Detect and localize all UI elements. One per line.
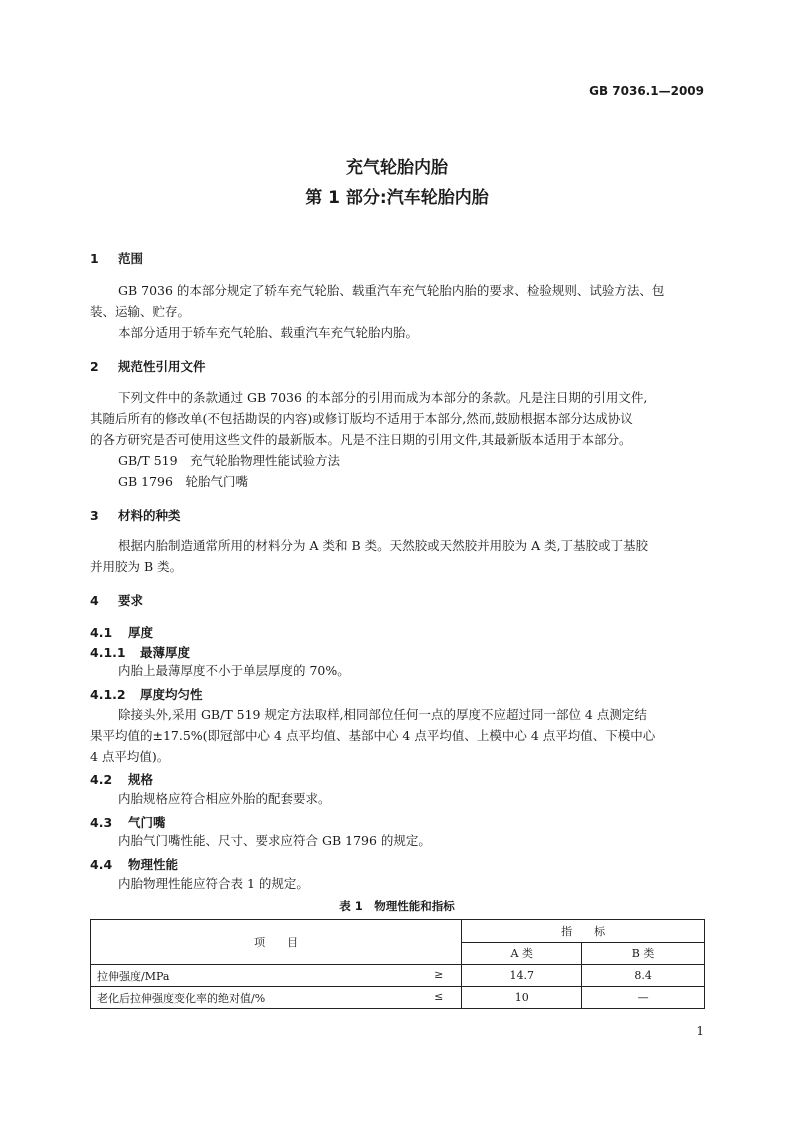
section-3-heading — [90, 506, 181, 524]
paragraph-line: 其随后所有的修改单(不包括勘误的内容)或修订版均不适用于本部分,然而,鼓励根据本部分达成协议 — [90, 411, 633, 426]
header-class-a: A 类 — [462, 942, 582, 965]
header-index: 指 标 — [462, 920, 705, 943]
table-cell-item — [91, 965, 462, 987]
section-number: 4.1.1 — [90, 645, 126, 660]
paragraph-line: 装、运输、贮存。 — [90, 304, 191, 319]
table-row — [91, 965, 705, 987]
section-title: 材料的种类 — [118, 508, 181, 523]
section-number: 4.2 — [90, 772, 113, 787]
paragraph-line: 除接头外,采用 GB/T 519 规定方法取样,相同部位任何一点的厚度不应超过同一部位 4 点测定结 — [118, 707, 647, 722]
table-cell-item — [91, 987, 462, 1009]
subsection-4-1-heading — [90, 623, 153, 641]
paragraph-line: 下列文件中的条款通过 GB 7036 的本部分的引用而成为本部分的条款。凡是注日期的引用文件, — [118, 390, 648, 405]
section-title: 最薄厚度 — [140, 645, 191, 660]
properties-table — [90, 919, 705, 1009]
subsection-4-1-1-heading — [90, 643, 190, 661]
reference-item: GB 1796 轮胎气门嘴 — [118, 474, 248, 489]
section-title: 规范性引用文件 — [118, 359, 206, 374]
subsection-4-4-heading — [90, 855, 178, 873]
paragraph-line: 根据内胎制造通常所用的材料分为 A 类和 B 类。天然胶或天然胶并用胶为 A 类,丁基胶或丁基胶 — [118, 538, 649, 553]
header-item: 项 目 — [91, 920, 462, 965]
section-number: 4.4 — [90, 857, 113, 872]
section-number: 2 — [90, 359, 99, 374]
page-number: 1 — [696, 1024, 704, 1038]
item-label: 拉伸强度/MPa — [97, 969, 170, 983]
subsection-4-1-2-heading — [90, 685, 203, 703]
document-title: 充气轮胎内胎 — [346, 158, 448, 178]
section-title: 规格 — [128, 772, 154, 787]
paragraph-line: 4 点平均值)。 — [90, 749, 170, 764]
header-class-b: B 类 — [582, 942, 705, 965]
section-number: 1 — [90, 251, 99, 266]
document-subtitle: 第 1 部分:汽车轮胎内胎 — [305, 188, 489, 208]
paragraph-line: 内胎上最薄厚度不小于单层厚度的 70%。 — [118, 663, 350, 678]
standard-number: GB 7036.1—2009 — [589, 84, 704, 98]
section-title: 物理性能 — [128, 857, 179, 872]
table-cell-a: 14.7 — [462, 965, 582, 987]
comparison-symbol: ≤ — [434, 989, 444, 1003]
comparison-symbol: ≥ — [434, 967, 444, 981]
table-cell-b: 8.4 — [582, 965, 705, 987]
table-row — [91, 987, 705, 1009]
section-number: 4.1 — [90, 625, 113, 640]
section-title: 气门嘴 — [128, 815, 166, 830]
paragraph-line: 果平均值的±17.5%(即冠部中心 4 点平均值、基部中心 4 点平均值、上模中心 4 点平均值、下模中心 — [90, 728, 656, 743]
section-number: 4.3 — [90, 815, 113, 830]
section-title: 厚度均匀性 — [140, 687, 203, 702]
paragraph-line: 内胎物理性能应符合表 1 的规定。 — [118, 876, 309, 891]
section-title: 厚度 — [128, 625, 154, 640]
section-number: 3 — [90, 508, 99, 523]
table-cell-b: — — [582, 987, 705, 1009]
item-label: 老化后拉伸强度变化率的绝对值/% — [97, 991, 266, 1005]
reference-item: GB/T 519 充气轮胎物理性能试验方法 — [118, 453, 341, 468]
section-4-heading — [90, 591, 143, 609]
paragraph-line: 的各方研究是否可使用这些文件的最新版本。凡是不注日期的引用文件,其最新版本适用于本部分。 — [90, 432, 632, 447]
section-number: 4.1.2 — [90, 687, 126, 702]
subsection-4-3-heading — [90, 813, 166, 831]
section-2-heading — [90, 357, 206, 375]
section-1-heading — [90, 249, 143, 267]
section-number: 4 — [90, 593, 99, 608]
section-title: 范围 — [118, 251, 144, 266]
paragraph-line: 本部分适用于轿车充气轮胎、载重汽车充气轮胎内胎。 — [118, 325, 419, 340]
paragraph-line: 内胎气门嘴性能、尺寸、要求应符合 GB 1796 的规定。 — [118, 833, 431, 848]
paragraph-line: 并用胶为 B 类。 — [90, 559, 183, 574]
table-cell-a: 10 — [462, 987, 582, 1009]
paragraph-line: GB 7036 的本部分规定了轿车充气轮胎、载重汽车充气轮胎内胎的要求、检验规则、试验方法、包 — [118, 283, 665, 298]
section-title: 要求 — [118, 593, 144, 608]
subsection-4-2-heading — [90, 770, 153, 788]
paragraph-line: 内胎规格应符合相应外胎的配套要求。 — [118, 791, 331, 806]
table-caption: 表 1 物理性能和指标 — [339, 899, 455, 913]
